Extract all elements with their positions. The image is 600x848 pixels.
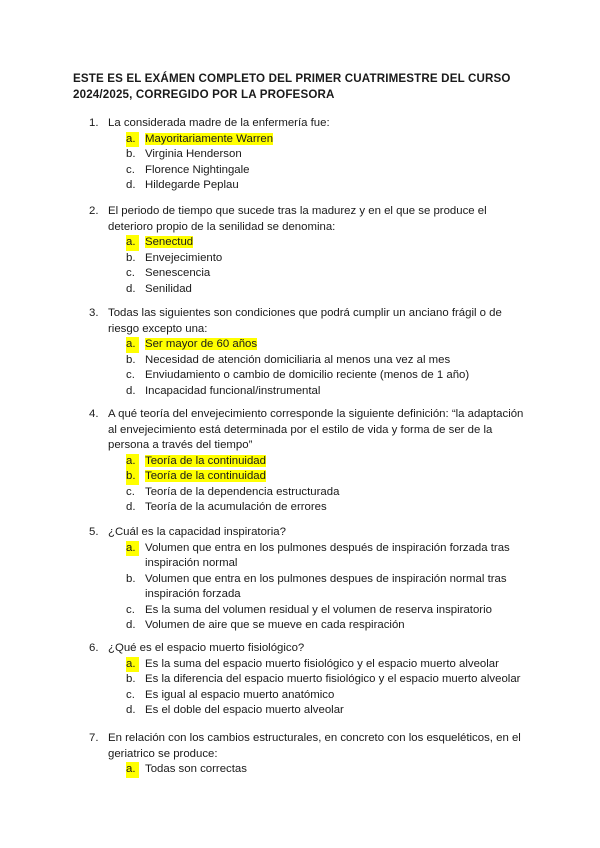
- option-letter: b.: [126, 572, 136, 585]
- question-number: 1.: [89, 117, 99, 129]
- option-text: Volumen que entra en los pulmones despues de inspiración normal tras inspiración forzada: [145, 572, 507, 600]
- option-letter: b.: [126, 673, 136, 685]
- answer-option-a: [126, 132, 534, 148]
- option-text: Volumen de aire que se mueve en cada respiración: [145, 619, 405, 631]
- option-text-highlighted: Teoría de la continuidad: [145, 454, 266, 467]
- option-text: Florence Nightingale: [145, 163, 250, 176]
- answer-option-a: [126, 235, 534, 251]
- answer-option-a: [126, 454, 534, 470]
- option-letter: a.: [126, 541, 139, 557]
- option-letter: c.: [126, 603, 135, 616]
- answer-options: [126, 762, 534, 778]
- question-text: El periodo de tiempo que sucede tras la madurez y en el que se produce el deterioro propio de la senilidad se denomina:: [108, 205, 487, 233]
- answer-option-d: [126, 384, 534, 400]
- option-text: Es la suma del espacio muerto fisiológico y el espacio muerto alveolar: [145, 657, 499, 670]
- answer-option-a: [126, 337, 534, 353]
- option-text: Teoría de la dependencia estructurada: [145, 485, 340, 498]
- option-letter: a.: [126, 132, 139, 148]
- answer-options: [126, 235, 534, 297]
- option-text: Hildegarde Peplau: [145, 179, 239, 191]
- option-letter: a.: [126, 337, 139, 353]
- answer-option-c: [126, 485, 534, 501]
- option-letter: b.: [126, 251, 136, 264]
- answer-options: [126, 454, 534, 516]
- option-letter: d.: [126, 501, 136, 513]
- option-letter: a.: [126, 454, 139, 470]
- question-number: 5.: [89, 526, 99, 538]
- option-text-highlighted: Senectud: [145, 236, 194, 248]
- question-text: La considerada madre de la enfermería fue:: [108, 117, 330, 129]
- question-text: ¿Qué es el espacio muerto fisiológico?: [108, 642, 305, 654]
- option-letter: c.: [126, 369, 135, 381]
- option-text: Teoría de la acumulación de errores: [145, 501, 327, 513]
- answer-option-c: [126, 163, 534, 179]
- option-text: Enviudamiento o cambio de domicilio reciente (menos de 1 año): [145, 369, 470, 381]
- answer-option-b: [126, 147, 534, 163]
- answer-option-a: [126, 541, 534, 572]
- option-letter: b.: [126, 353, 136, 366]
- question-number: 6.: [89, 642, 99, 654]
- option-letter: c.: [126, 267, 135, 279]
- answer-option-c: [126, 266, 534, 282]
- answer-option-c: [126, 368, 534, 384]
- question-2: [89, 204, 534, 297]
- answer-option-c: [126, 688, 534, 704]
- option-letter: d.: [126, 179, 136, 191]
- option-letter: b.: [126, 148, 136, 160]
- answer-option-d: [126, 282, 534, 298]
- option-letter: d.: [126, 619, 136, 631]
- answer-options: [126, 132, 534, 194]
- option-letter: d.: [126, 282, 136, 295]
- answer-option-a: [126, 657, 534, 673]
- answer-option-b: [126, 251, 534, 267]
- question-number: 4.: [89, 408, 99, 420]
- option-text: Es igual al espacio muerto anatómico: [145, 688, 335, 701]
- option-text: Todas son correctas: [145, 763, 247, 775]
- answer-option-b: [126, 353, 534, 369]
- answer-option-a: [126, 762, 534, 778]
- question-text: A qué teoría del envejecimiento corresponde la siguiente definición: “la adaptación al envejecimiento está determinada por el estilo de vida y forma de ser de la persona a través del tiempo”: [108, 408, 524, 451]
- question-4: [89, 407, 534, 516]
- question-text: ¿Cuál es la capacidad inspiratoria?: [108, 526, 286, 538]
- answer-option-d: [126, 703, 534, 719]
- option-text: Es el doble del espacio muerto alveolar: [145, 704, 344, 716]
- option-letter: d.: [126, 384, 136, 397]
- option-letter: c.: [126, 485, 135, 498]
- answer-option-b: [126, 469, 534, 485]
- option-text-highlighted: Mayoritariamente Warren: [145, 132, 274, 145]
- option-letter: d.: [126, 704, 136, 716]
- option-text-highlighted: Ser mayor de 60 años: [145, 338, 258, 350]
- question-text: Todas las siguientes son condiciones que podrá cumplir un anciano frágil o de riesgo excepto una:: [108, 307, 502, 335]
- answer-option-b: [126, 672, 534, 688]
- option-text: Es la diferencia del espacio muerto fisiológico y el espacio muerto alveolar: [145, 673, 521, 685]
- question-text: En relación con los cambios estructurales, en concreto con los esqueléticos, en el geriatrico se produce:: [108, 732, 521, 760]
- option-text: Necesidad de atención domiciliaria al menos una vez al mes: [145, 353, 451, 366]
- answer-option-c: [126, 603, 534, 619]
- option-letter: c.: [126, 688, 135, 701]
- answer-options: [126, 657, 534, 719]
- option-text: Virginia Henderson: [145, 148, 242, 160]
- question-number: 2.: [89, 205, 99, 217]
- answer-options: [126, 541, 534, 634]
- question-7: [89, 731, 534, 778]
- option-text: Es la suma del volumen residual y el volumen de reserva inspiratorio: [145, 603, 492, 616]
- question-6: [89, 641, 534, 719]
- question-number: 7.: [89, 732, 99, 744]
- question-1: [89, 116, 534, 194]
- option-text: Envejecimiento: [145, 251, 223, 264]
- option-text: Senilidad: [145, 282, 192, 295]
- option-text: Senescencia: [145, 267, 211, 279]
- option-letter: a.: [126, 762, 139, 778]
- question-number: 3.: [89, 307, 99, 319]
- option-letter: b.: [126, 469, 139, 485]
- document-title: ESTE ES EL EXÁMEN COMPLETO DEL PRIMER CUATRIMESTRE DEL CURSO 2024/2025, CORREGIDO POR LA PROFESORA: [73, 72, 511, 101]
- question-5: [89, 525, 534, 634]
- question-3: [89, 306, 534, 399]
- option-text-highlighted: Teoría de la continuidad: [145, 470, 266, 482]
- answer-option-d: [126, 500, 534, 516]
- option-letter: a.: [126, 657, 139, 673]
- answer-option-d: [126, 178, 534, 194]
- option-text: Volumen que entra en los pulmones después de inspiración forzada tras inspiración normal: [145, 541, 510, 569]
- option-letter: a.: [126, 235, 139, 251]
- option-letter: c.: [126, 163, 135, 176]
- option-text: Incapacidad funcional/instrumental: [145, 384, 321, 397]
- answer-option-d: [126, 618, 534, 634]
- answer-option-b: [126, 572, 534, 603]
- answer-options: [126, 337, 534, 399]
